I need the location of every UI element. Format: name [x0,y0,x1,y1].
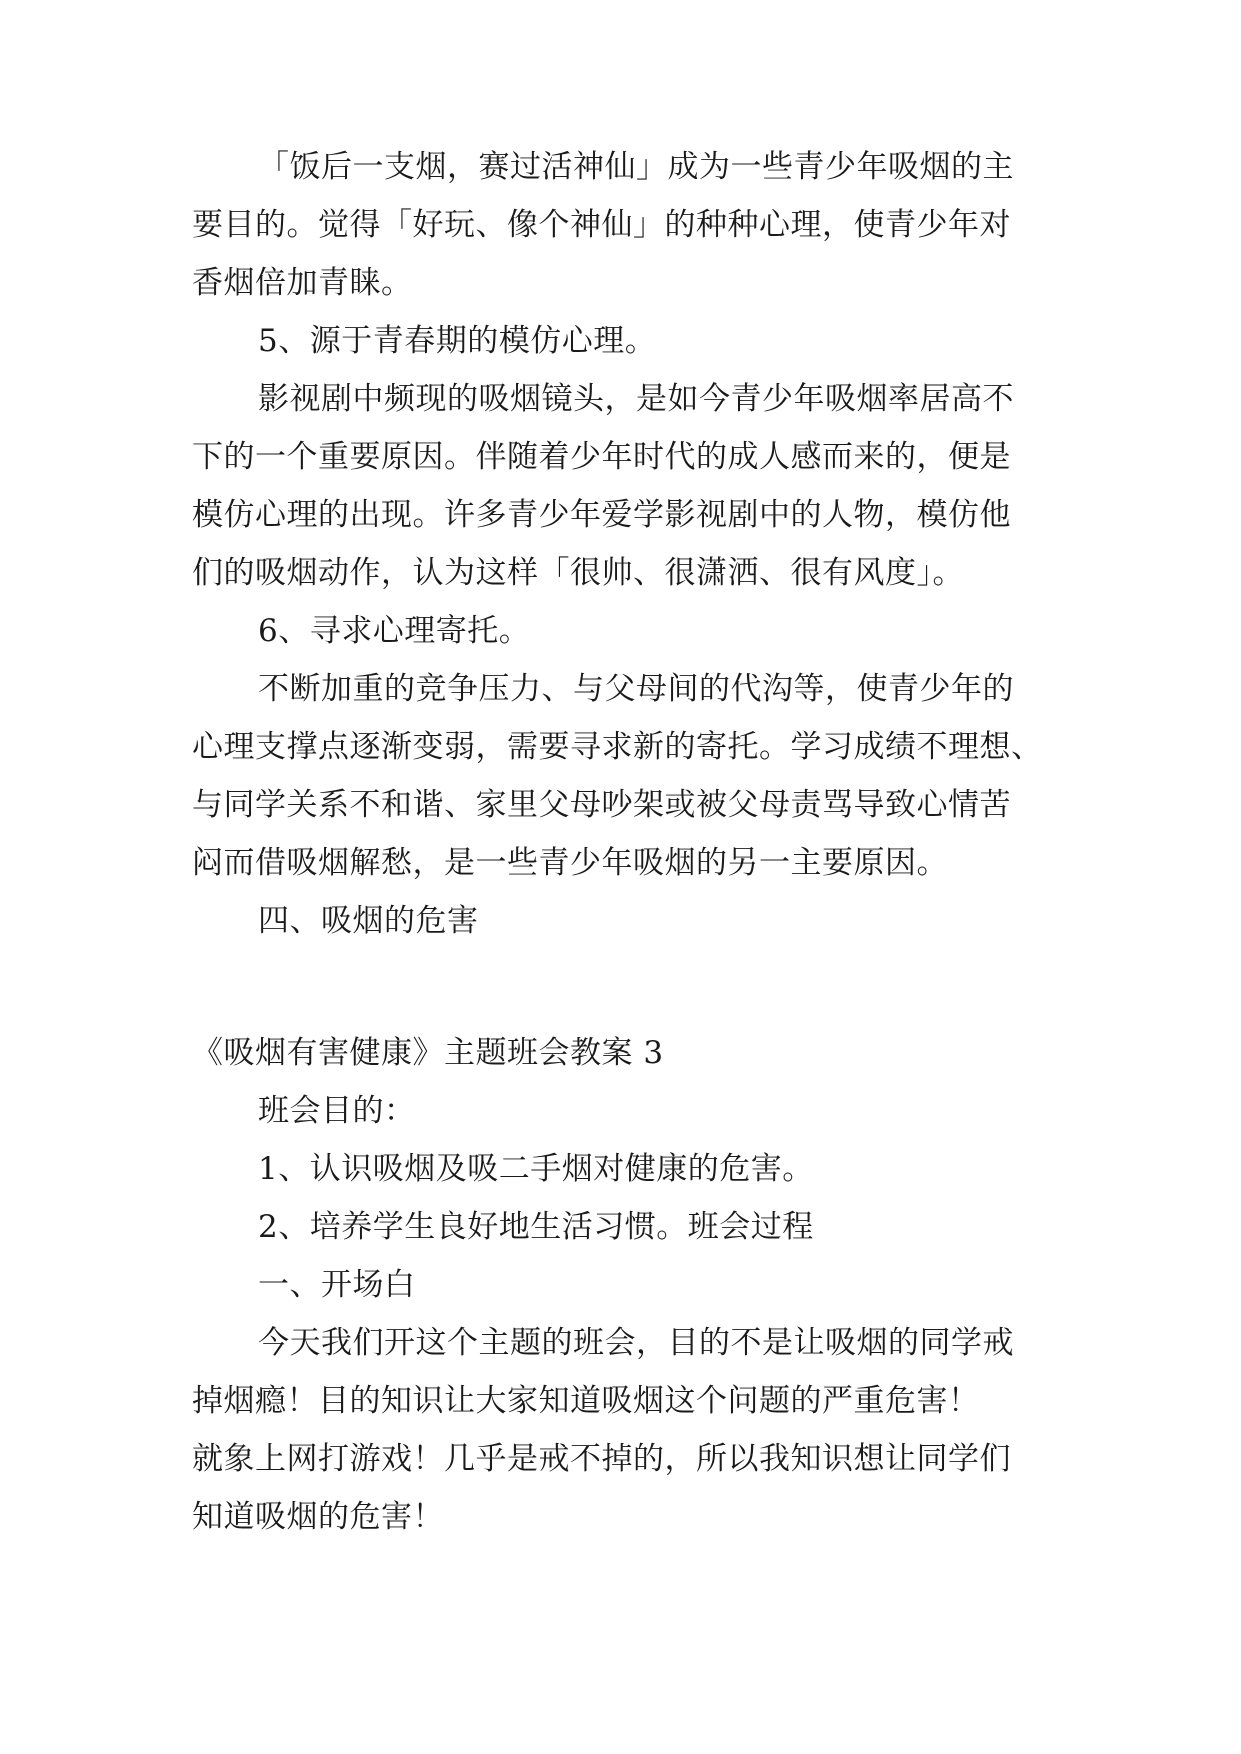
list-item: 1、认识吸烟及吸二手烟对健康的危害。 [258,1151,814,1187]
paragraph-line: 掉烟瘾！目的知识让大家知道吸烟这个问题的严重危害！ [192,1383,980,1419]
list-heading: 6、寻求心理寄托。 [258,613,531,649]
paragraph-line: 「饭后一支烟，赛过活神仙」成为一些青少年吸烟的主 [258,149,1014,185]
paragraph-line: 今天我们开这个主题的班会，目的不是让吸烟的同学戒 [258,1325,1014,1361]
paragraph-line: 影视剧中频现的吸烟镜头，是如今青少年吸烟率居高不 [258,381,1014,417]
paragraph-line: 要目的。觉得「好玩、像个神仙」的种种心理，使青少年对 [192,207,1011,243]
section-reasons [192,138,1052,950]
paragraph-line: 模仿心理的出现。许多青少年爱学影视剧中的人物，模仿他 [192,497,1011,533]
list-item: 2、培养学生良好地生活习惯。班会过程 [258,1209,814,1245]
paragraph-line: 知道吸烟的危害！ [192,1499,444,1535]
list-heading: 5、源于青春期的模仿心理。 [258,323,657,359]
paragraph-line: 香烟倍加青睐。 [192,265,413,301]
section-lesson-plan [192,1024,1052,1546]
paragraph-line: 下的一个重要原因。伴随着少年时代的成人感而来的，便是 [192,439,1011,475]
paragraph-line: 闷而借吸烟解愁，是一些青少年吸烟的另一主要原因。 [192,845,948,881]
paragraph-line: 就象上网打游戏！几乎是戒不掉的，所以我知识想让同学们 [192,1441,1011,1477]
document-title: 《吸烟有害健康》主题班会教案 3 [192,1035,664,1071]
paragraph-line: 与同学关系不和谐、家里父母吵架或被父母责骂导致心情苦 [192,787,1011,823]
paragraph-line: 班会目的： [258,1093,416,1129]
paragraph-line: 心理支撑点逐渐变弱，需要寻求新的寄托。学习成绩不理想、 [192,729,1043,765]
paragraph-line: 们的吸烟动作，认为这样「很帅、很潇洒、很有风度」。 [192,555,964,591]
section-heading: 一、开场白 [258,1267,416,1303]
section-heading: 四、吸烟的危害 [258,903,479,939]
paragraph-line: 不断加重的竞争压力、与父母间的代沟等，使青少年的 [258,671,1014,707]
